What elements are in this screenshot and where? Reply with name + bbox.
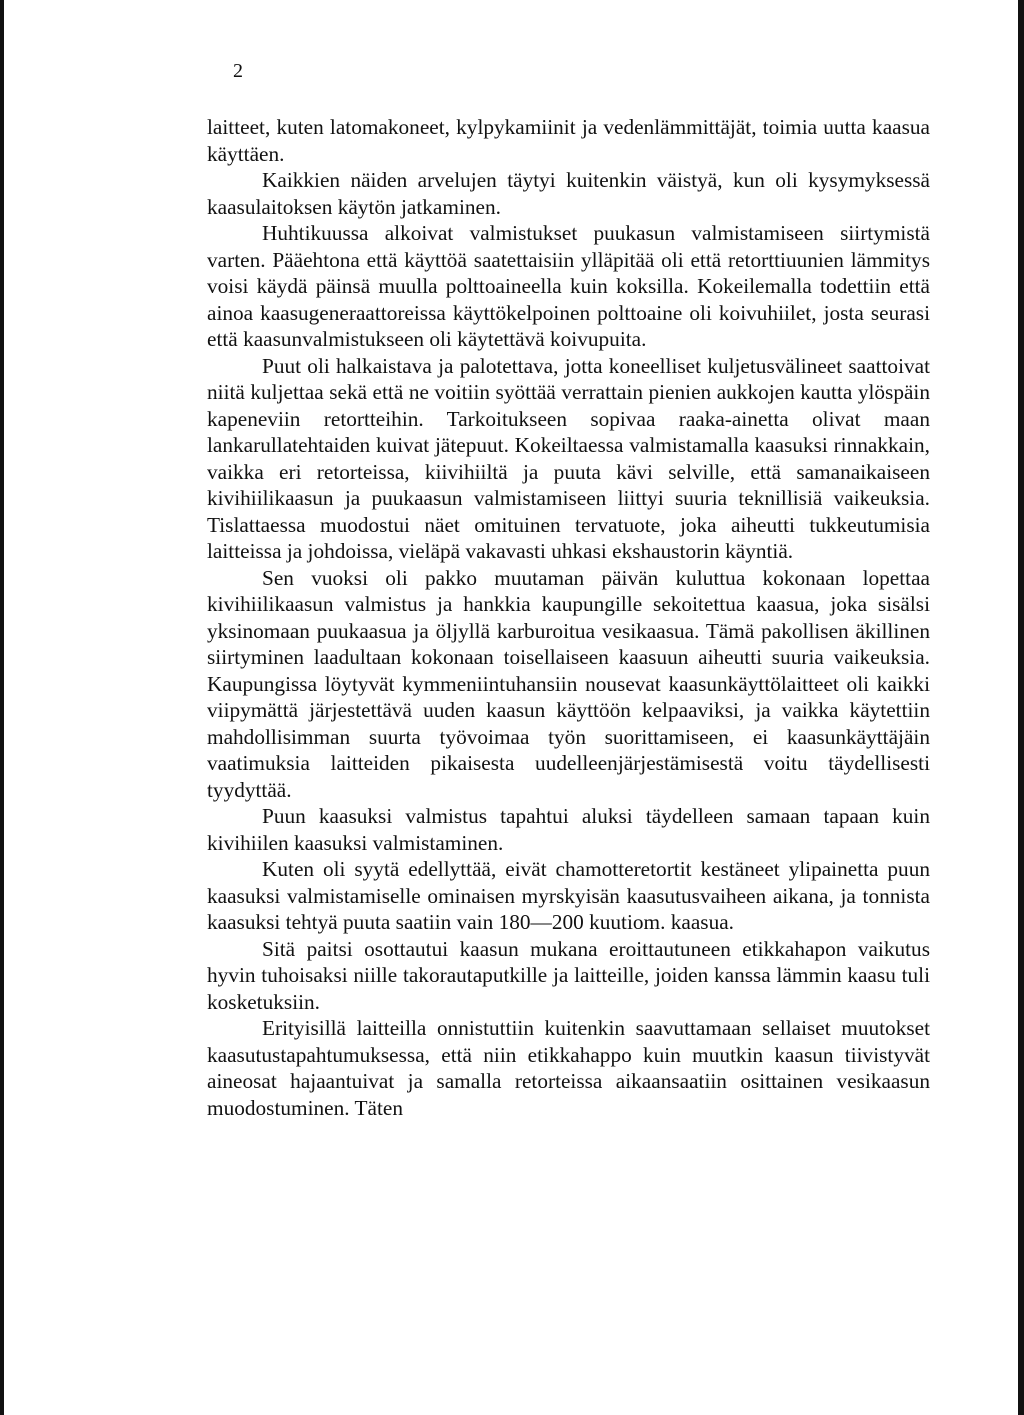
paragraph-3: Huhtikuussa alkoivat valmistukset puukasun valmistamiseen siirtymistä varten. Pääehtona että käyttöä saatettaisiin ylläpitää oli että retorttiuunien lämmitys voisi käydä päinsä muulla polttoaineella kuin koksilla. Kokeilemalla todettiin että ainoa kaasugeneraattoreissa käyttökelpoinen polttoaine oli koivuhiilet, josta seurasi että kaasunvalmistukseen oli käytettävä koivupuita. — [207, 221, 930, 351]
paragraph-1: laitteet, kuten latomakoneet, kylpykamiinit ja vedenlämmittäjät, toimia uutta kaasua käyttäen. — [207, 115, 930, 166]
paragraph-4: Puut oli halkaistava ja palotettava, jotta koneelliset kuljetusvälineet saattoivat niitä kuljettaa sekä että ne voitiin syöttää verrattain pienien aukkojen kautta ylöspäin kapeneviin retortteihin. Tarkoitukseen sopivaa raaka-ainetta olivat maan lankarullatehtaiden kuivat jätepuut. Kokeiltaessa valmistamalla kaasuksi rinnakkain, vaikka eri retorteissa, kiivihiiltä ja puuta kävi selville, että samanaikaiseen kivihiilikaasun ja puukaasun valmistamiseen liittyi suuria teknillisiä vaikeuksia. Tislattaessa muodostui näet omituinen tervatuote, joka aiheutti tukkeutumisia laitteissa ja johdoissa, vieläpä vakavasti uhkasi ekshaustorin käyntiä. — [207, 353, 930, 563]
body-text — [207, 114, 930, 1121]
paragraph-6: Puun kaasuksi valmistus tapahtui aluksi täydelleen samaan tapaan kuin kivihiilen kaasuksi valmistaminen. — [207, 804, 930, 855]
paragraph-2: Kaikkien näiden arvelujen täytyi kuitenkin väistyä, kun oli kysymyksessä kaasulaitoksen käytön jatkaminen. — [207, 168, 930, 219]
page-number: 2 — [233, 60, 243, 82]
paragraph-7: Kuten oli syytä edellyttää, eivät chamotteretortit kestäneet ylipainetta puun kaasuksi valmistamiselle ominaisen myrskyisän kaasutusvaiheen aikana, ja tonnista kaasuksi tehtyä puuta saatiin vain 180—200 kuutiom. kaasua. — [207, 857, 930, 934]
paragraph-9: Erityisillä laitteilla onnistuttiin kuitenkin saavuttamaan sellaiset muutokset kaasutustapahtumuksessa, että niin etikkahappo kuin muutkin kaasun tiivistyvät aineosat hajaantuivat ja samalla retorteissa aikaansaatiin osittainen vesikaasun muodostuminen. Täten — [207, 1016, 930, 1120]
scan-edge-left — [0, 0, 4, 1415]
paragraph-5: Sen vuoksi oli pakko muutaman päivän kuluttua kokonaan lopettaa kivihiilikaasun valmistus ja hankkia kaupungille sekoitettua kaasua, joka sisälsi yksinomaan puukaasua ja öljyllä karburoitua vesikaasua. Tämä pakollisen äkillinen siirtyminen laadultaan kokonaan toisellaiseen kaasuun aiheutti suuria vaikeuksia. Kaupungissa löytyvät kymmeniintuhansiin nousevat kaasunkäyttölaitteet oli kaikki viipymättä järjestettävä uuden kaasun käyttöön kelpaaviksi, ja vaikka käytettiin mahdollisimman suurta työvoimaa työn suorittamiseen, ei kaasunkäyttäjäin vaatimuksia laitteiden pikaisesta uudelleenjärjestämisestä voitu täydellisesti tyydyttää. — [207, 565, 930, 802]
scan-edge-right — [1018, 0, 1024, 1415]
paragraph-8: Sitä paitsi osottautui kaasun mukana eroittautuneen etikkahapon vaikutus hyvin tuhoisaksi niille takorautaputkille ja laitteille, joiden kanssa lämmin kaasu tuli kosketuksiin. — [207, 936, 930, 1014]
